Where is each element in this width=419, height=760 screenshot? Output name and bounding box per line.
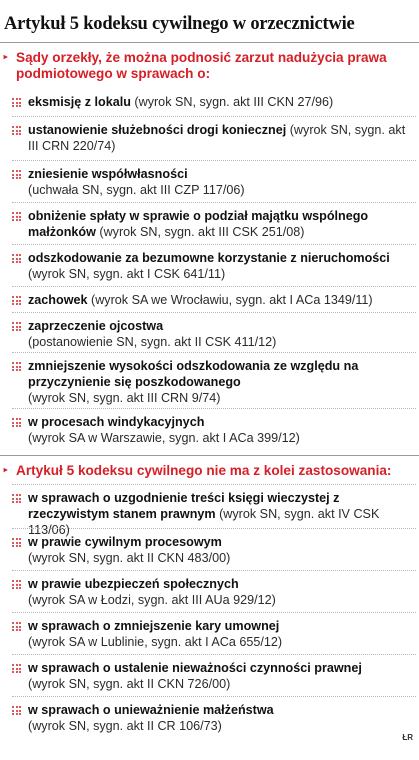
- item-title: zaprzeczenie ojcostwa: [28, 319, 164, 333]
- list-item: [12, 490, 416, 538]
- item-divider: [12, 570, 416, 571]
- red-dot-grid-icon: [12, 296, 22, 305]
- red-dot-grid-icon: [12, 622, 22, 631]
- item-title: obniżenie spłaty w sprawie o podział majątku wspólnego małżonków: [28, 209, 369, 239]
- item-title: zniesienie współwłasności: [28, 167, 188, 181]
- item-title: ustanowienie służebności drogi koniecznej: [28, 123, 287, 137]
- section-heading-not-applicable: [2, 463, 414, 479]
- item-citation: (wyrok SN, sygn. akt III CSK 251/08): [95, 225, 305, 239]
- item-title: w procesach windykacyjnych: [28, 415, 205, 429]
- item-title: w sprawach o unieważnienie małżeństwa: [28, 703, 274, 717]
- item-title: odszkodowanie za bezumowne korzystanie z nieruchomości: [28, 251, 390, 265]
- item-title: zmniejszenie wysokości odszkodowania ze względu na przyczynienie się poszkodowanego: [28, 359, 359, 389]
- item-divider: [12, 312, 416, 313]
- item-divider: [12, 244, 416, 245]
- item-divider: [12, 286, 416, 287]
- section-heading-text: Artykuł 5 kodeksu cywilnego nie ma z kolei zastosowania:: [16, 463, 392, 478]
- red-arrow-icon: ‣: [2, 465, 10, 477]
- red-dot-grid-icon: [12, 170, 22, 179]
- red-dot-grid-icon: [12, 664, 22, 673]
- item-citation: (wyrok SA w Lublinie, sygn. akt I ACa 655/12): [28, 635, 283, 649]
- item-divider: [12, 408, 416, 409]
- item-divider: [12, 528, 416, 529]
- item-title: eksmisję z lokalu: [28, 95, 131, 109]
- item-citation: (wyrok SN, sygn. akt IV CSK 113/06): [28, 507, 380, 537]
- item-citation: (wyrok SN, sygn. akt III CRN 9/74): [28, 391, 221, 405]
- item-citation: (wyrok SA w Łodzi, sygn. akt III AUa 929/12): [28, 593, 276, 607]
- list-item: [12, 208, 416, 240]
- red-dot-grid-icon: [12, 538, 22, 547]
- section-divider: [0, 455, 419, 456]
- list-item: [12, 576, 416, 608]
- item-citation: (wyrok SN, sygn. akt II CKN 726/00): [28, 677, 231, 691]
- list-item: [12, 166, 416, 198]
- title-divider: [0, 42, 419, 43]
- list-item: [12, 318, 416, 350]
- item-citation: (wyrok SA w Warszawie, sygn. akt I ACa 399/12): [28, 431, 300, 445]
- list-item: [12, 702, 416, 734]
- author-credit: ŁR: [402, 733, 413, 742]
- item-title: zachowek: [28, 293, 88, 307]
- list-item: [12, 660, 416, 692]
- item-title: w prawie ubezpieczeń społecznych: [28, 577, 239, 591]
- red-dot-grid-icon: [12, 418, 22, 427]
- item-citation: (wyrok SA we Wrocławiu, sygn. akt I ACa 1349/11): [87, 293, 373, 307]
- red-dot-grid-icon: [12, 322, 22, 331]
- item-citation: (wyrok SN, sygn. akt III CKN 27/96): [130, 95, 334, 109]
- item-citation: (wyrok SN, sygn. akt I CSK 641/11): [28, 267, 226, 281]
- item-title: w sprawach o uzgodnienie treści księgi wieczystej z rzeczywistym stanem prawnym: [28, 491, 340, 521]
- list-item: [12, 250, 416, 282]
- item-divider: [12, 696, 416, 697]
- item-divider: [12, 160, 416, 161]
- red-dot-grid-icon: [12, 98, 22, 107]
- item-title: w prawie cywilnym procesowym: [28, 535, 222, 549]
- red-dot-grid-icon: [12, 580, 22, 589]
- item-citation: (wyrok SN, sygn. akt II CKN 483/00): [28, 551, 231, 565]
- red-dot-grid-icon: [12, 254, 22, 263]
- item-citation: (wyrok SN, sygn. akt II CR 106/73): [28, 719, 222, 733]
- item-divider: [12, 612, 416, 613]
- list-item: [12, 618, 416, 650]
- item-divider: [12, 352, 416, 353]
- red-dot-grid-icon: [12, 494, 22, 503]
- list-item: [12, 534, 416, 566]
- red-dot-grid-icon: [12, 362, 22, 371]
- item-citation: (postanowienie SN, sygn. akt II CSK 411/12): [28, 335, 277, 349]
- list-item: [12, 122, 416, 154]
- list-item: [12, 414, 416, 446]
- item-divider: [12, 654, 416, 655]
- item-divider: [12, 202, 416, 203]
- list-item: [12, 94, 416, 110]
- page-title: Artykuł 5 kodeksu cywilnego w orzecznictwie: [4, 14, 355, 34]
- section-heading-allowed: [2, 50, 414, 82]
- item-citation: (uchwała SN, sygn. akt III CZP 117/06): [28, 183, 245, 197]
- red-arrow-icon: ‣: [2, 52, 10, 64]
- list-item: [12, 358, 416, 406]
- item-citation: (wyrok SN, sygn. akt III CRN 220/74): [28, 123, 406, 153]
- item-divider: [12, 116, 416, 117]
- item-divider: [12, 484, 416, 485]
- red-dot-grid-icon: [12, 126, 22, 135]
- red-dot-grid-icon: [12, 706, 22, 715]
- item-title: w sprawach o zmniejszenie kary umownej: [28, 619, 280, 633]
- section-heading-text: Sądy orzekły, że można podnosić zarzut nadużycia prawa podmiotowego w sprawach o:: [16, 50, 387, 81]
- list-item: [12, 292, 416, 308]
- item-title: w sprawach o ustalenie nieważności czynności prawnej: [28, 661, 362, 675]
- red-dot-grid-icon: [12, 212, 22, 221]
